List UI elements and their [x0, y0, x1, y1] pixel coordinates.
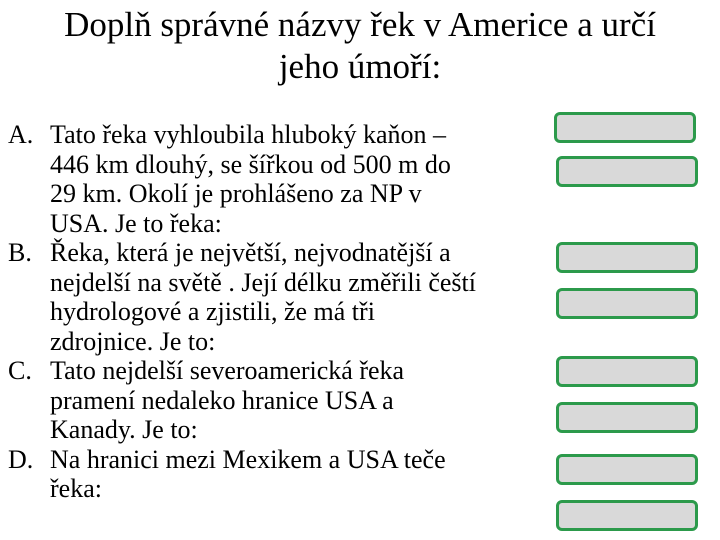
- question-line: Na hranici mezi Mexikem a USA teče: [50, 444, 446, 474]
- question-letter: A.: [8, 120, 34, 149]
- question-line: Kanady. Je to:: [50, 415, 198, 444]
- question-c: [8, 356, 548, 445]
- question-letter: C.: [8, 356, 32, 385]
- slide-title: [0, 4, 720, 88]
- question-b: [8, 238, 548, 356]
- title-line-2: jeho úmoří:: [278, 47, 442, 86]
- question-line: 446 km dlouhý, se šířkou od 500 m do: [50, 149, 451, 179]
- question-d: [8, 445, 548, 504]
- answer-box-b-river[interactable]: [556, 242, 698, 273]
- question-line: hydrologové a zjistili, že má tři: [50, 297, 375, 326]
- question-line: Tato nejdelší severoamerická řeka: [50, 356, 405, 385]
- question-line: pramení nedaleko hranice USA a: [50, 385, 394, 415]
- question-line: USA. Je to řeka:: [50, 208, 222, 238]
- answer-box-d-river[interactable]: [556, 454, 698, 485]
- question-list: [8, 120, 548, 504]
- question-line: nejdelší na světě . Její délku změřili čeští: [50, 267, 476, 297]
- answer-box-b-ocean[interactable]: [556, 288, 698, 319]
- answer-box-c-ocean[interactable]: [556, 402, 698, 433]
- answer-box-d-ocean[interactable]: [556, 500, 698, 531]
- title-line-1: Doplň správné názvy řek v Americe a určí: [64, 5, 656, 44]
- question-a: [8, 120, 548, 238]
- answer-box-a-river[interactable]: [554, 112, 696, 143]
- question-line: zdrojnice. Je to:: [50, 326, 216, 356]
- question-line: Tato řeka vyhloubila hluboký kaňon –: [50, 120, 447, 149]
- answer-box-c-river[interactable]: [556, 356, 698, 387]
- answer-box-a-ocean[interactable]: [556, 156, 698, 187]
- question-letter: D.: [8, 444, 34, 474]
- question-letter: B.: [8, 238, 32, 267]
- question-line: 29 km. Okolí je prohlášeno za NP v: [50, 179, 422, 208]
- question-line: řeka:: [50, 474, 102, 503]
- question-line: Řeka, která je největší, nejvodnatější a: [50, 238, 451, 267]
